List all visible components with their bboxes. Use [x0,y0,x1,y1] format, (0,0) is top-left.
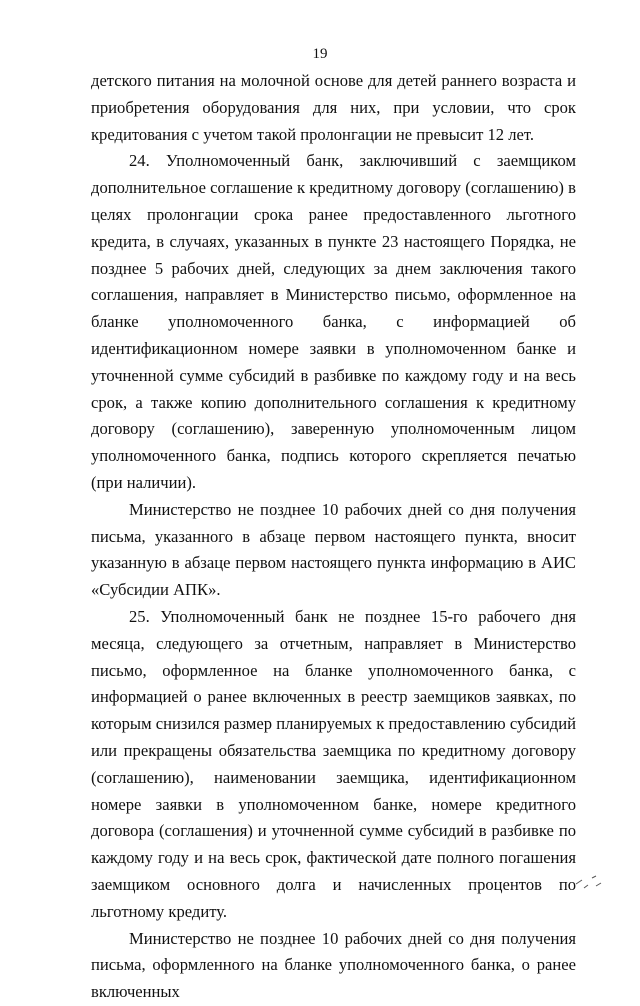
body-text [91,68,576,1006]
page-number: 19 [312,46,328,62]
paragraph-continuation: детского питания на молочной основе для детей раннего возраста и приобретения оборудования для них, при условии, что срок кредитования с учетом такой пролонгации не превысит 12 лет. [91,71,576,144]
paragraph-ministry-continued: Министерство не позднее 10 рабочих дней со дня получения письма, оформленного на бланке уполномоченного банка, о ранее включенных [91,928,576,1002]
paragraph-item-25: 25. Уполномоченный банк не позднее 15-го рабочего дня месяца, следующего за отчетным, направляет в Министерство письмо, оформленное на бланке уполномоченного банка, с информацией о ранее включенных в реестр заемщиков заявках, по которым снизился размер планируемых к предоставлению субсидий или прекращены обязательства заемщика по кредитному договору (соглашению), наименовании заемщика, идентификационном номере заявки в уполномоченном банке, номере кредитного договора (соглашения) и уточненной сумме субсидий в разбивке по каждому году и на весь срок, фактической дате полного погашения заемщиком основного долга и начисленных процентов по льготному кредиту. [91,606,576,921]
paragraph-ministry-entry: Министерство не позднее 10 рабочих дней со дня получения письма, указанного в абзаце первом настоящего пункта, вносит указанную в абзаце первом настоящего пункта информацию в АИС «Субсидии АПК». [91,499,576,600]
corner-mark [574,870,604,894]
paragraph-item-24: 24. Уполномоченный банк, заключивший с заемщиком дополнительное соглашение к кредитному договору (соглашению) в целях пролонгации срока ранее предоставленного льготного кредита, в случаях, указанных в пункте 23 настоящего Порядка, не позднее 5 рабочих дней, следующих за днем заключения такого соглашения, направляет в Министерство письмо, оформленное на бланке уполномоченного банка, с информацией об идентификационном номере заявки в уполномоченном банке и уточненной сумме субсидий в разбивке по каждому году и на весь срок, а также копию дополнительного соглашения к кредитному договору (соглашению), заверенную уполномоченным лицом уполномоченного банка, подпись которого скрепляется печатью (при наличии). [91,151,576,492]
